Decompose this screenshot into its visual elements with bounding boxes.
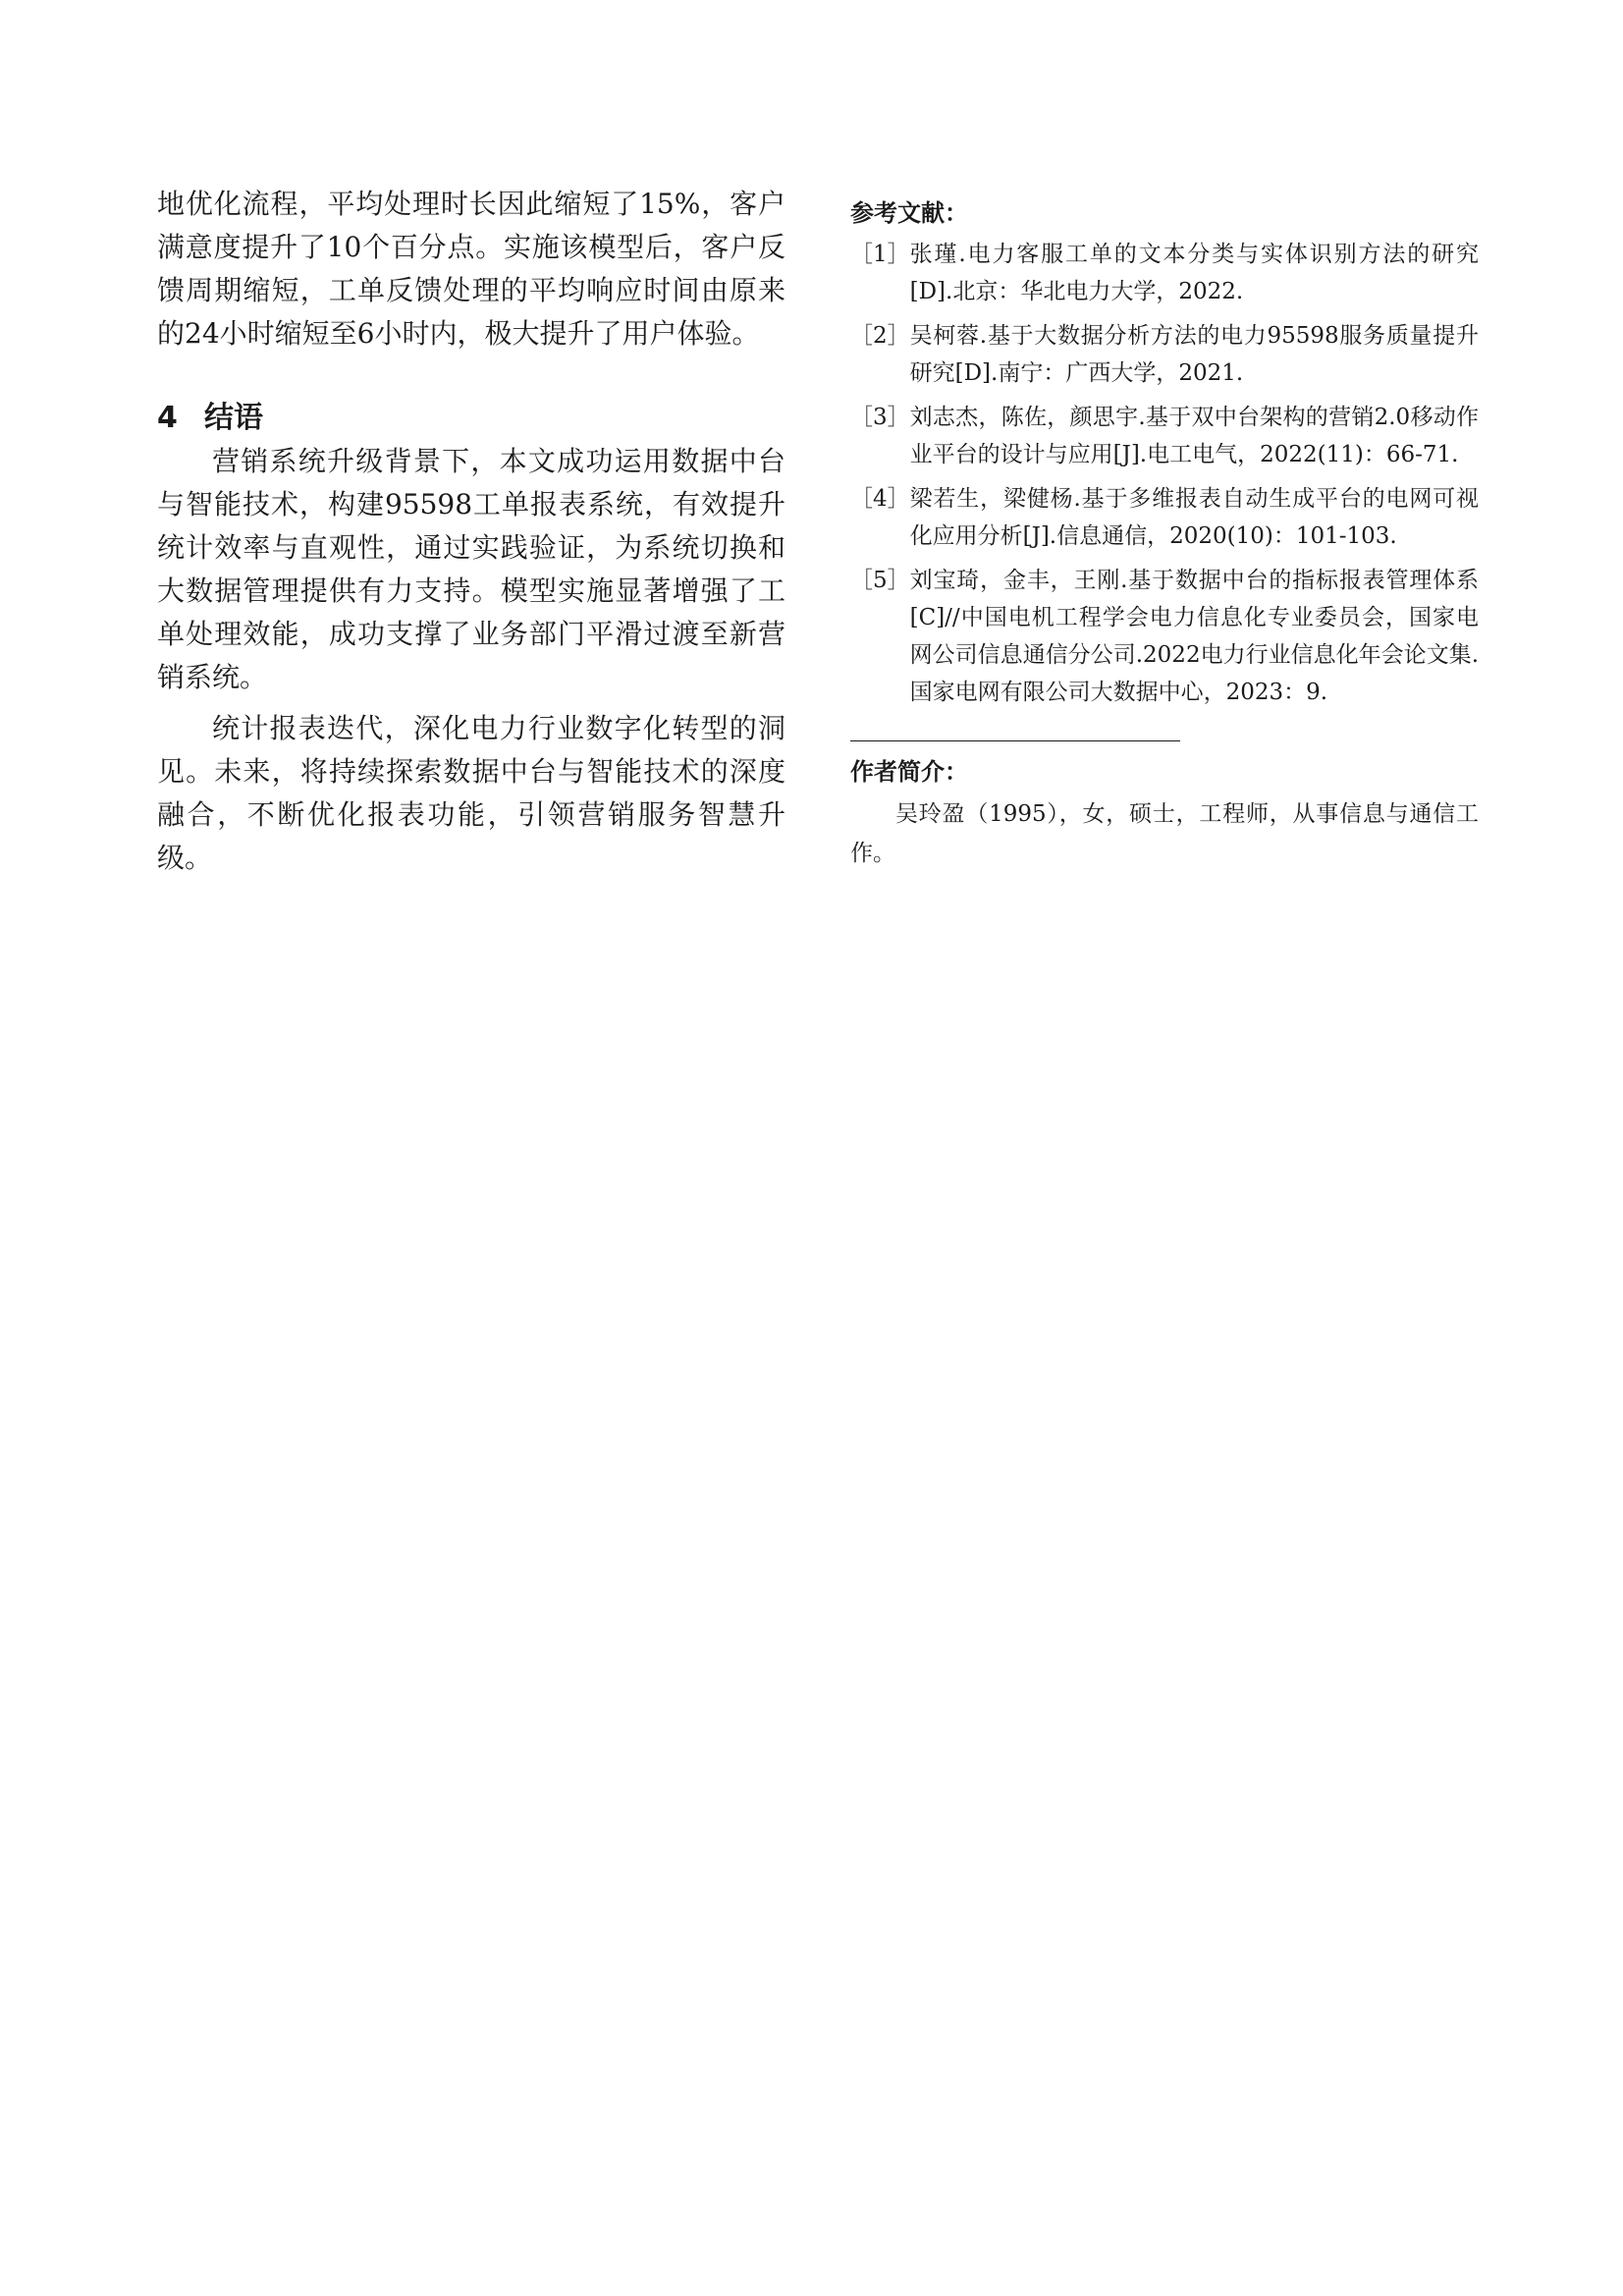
reference-number: ［3］ (850, 405, 910, 430)
reference-number: ［2］ (850, 323, 910, 349)
reference-number: ［4］ (850, 486, 910, 512)
reference-list (850, 236, 1479, 711)
footnote-divider (850, 740, 1180, 741)
section-title: 结语 (204, 401, 263, 435)
conclusion-paragraph-1: 营销系统升级背景下，本文成功运用数据中台与智能技术，构建95598工单报表系统，有效提升统计效率与直观性，通过实践验证，为系统切换和大数据管理提供有力支持。模型实施显著增强了工单处理效能，成功支撑了业务部门平滑过渡至新营销系统。 (157, 445, 785, 693)
conclusion-paragraph-2: 统计报表迭代，深化电力行业数字化转型的洞见。未来，将持续探索数据中台与智能技术的深度融合，不断优化报表功能，引领营销服务智慧升级。 (157, 712, 785, 874)
section-heading (157, 397, 785, 440)
right-column (850, 183, 1479, 873)
reference-text: 吴柯蓉.基于大数据分析方法的电力95598服务质量提升研究[D].南宁：广西大学，2021. (909, 323, 1479, 386)
reference-item (850, 236, 1479, 310)
reference-text: 张瑾.电力客服工单的文本分类与实体识别方法的研究[D].北京：华北电力大学，2022. (909, 242, 1479, 304)
left-column (157, 183, 785, 880)
reference-number: ［5］ (850, 568, 910, 593)
reference-item (850, 399, 1479, 473)
reference-item (850, 317, 1479, 392)
author-bio-title: 作者简介： (850, 758, 968, 786)
reference-item (850, 480, 1479, 555)
references-title: 参考文献： (850, 199, 968, 227)
body-paragraph-continued: 地优化流程，平均处理时长因此缩短了15%，客户满意度提升了10个百分点。实施该模型后，客户反馈周期缩短，工单反馈处理的平均响应时间由原来的24小时缩短至6小时内，极大提升了用户体验。 (157, 188, 785, 350)
reference-item (850, 562, 1479, 711)
reference-text: 梁若生，梁健杨.基于多维报表自动生成平台的电网可视化应用分析[J].信息通信，2020(10)：101-103. (909, 486, 1479, 549)
reference-text: 刘宝琦，金丰，王刚.基于数据中台的指标报表管理体系[C]//中国电机工程学会电力信息化专业委员会，国家电网公司信息通信分公司.2022电力行业信息化年会论文集.国家电网有限公司大数据中心，2023：9. (909, 568, 1479, 705)
section-number: 4 (157, 401, 178, 435)
author-bio-text: 吴玲盈（1995），女，硕士，工程师，从事信息与通信工作。 (850, 801, 1479, 866)
reference-text: 刘志杰，陈佐，颜思宇.基于双中台架构的营销2.0移动作业平台的设计与应用[J].电工电气，2022(11)：66-71. (909, 405, 1479, 467)
reference-number: ［1］ (850, 242, 910, 267)
